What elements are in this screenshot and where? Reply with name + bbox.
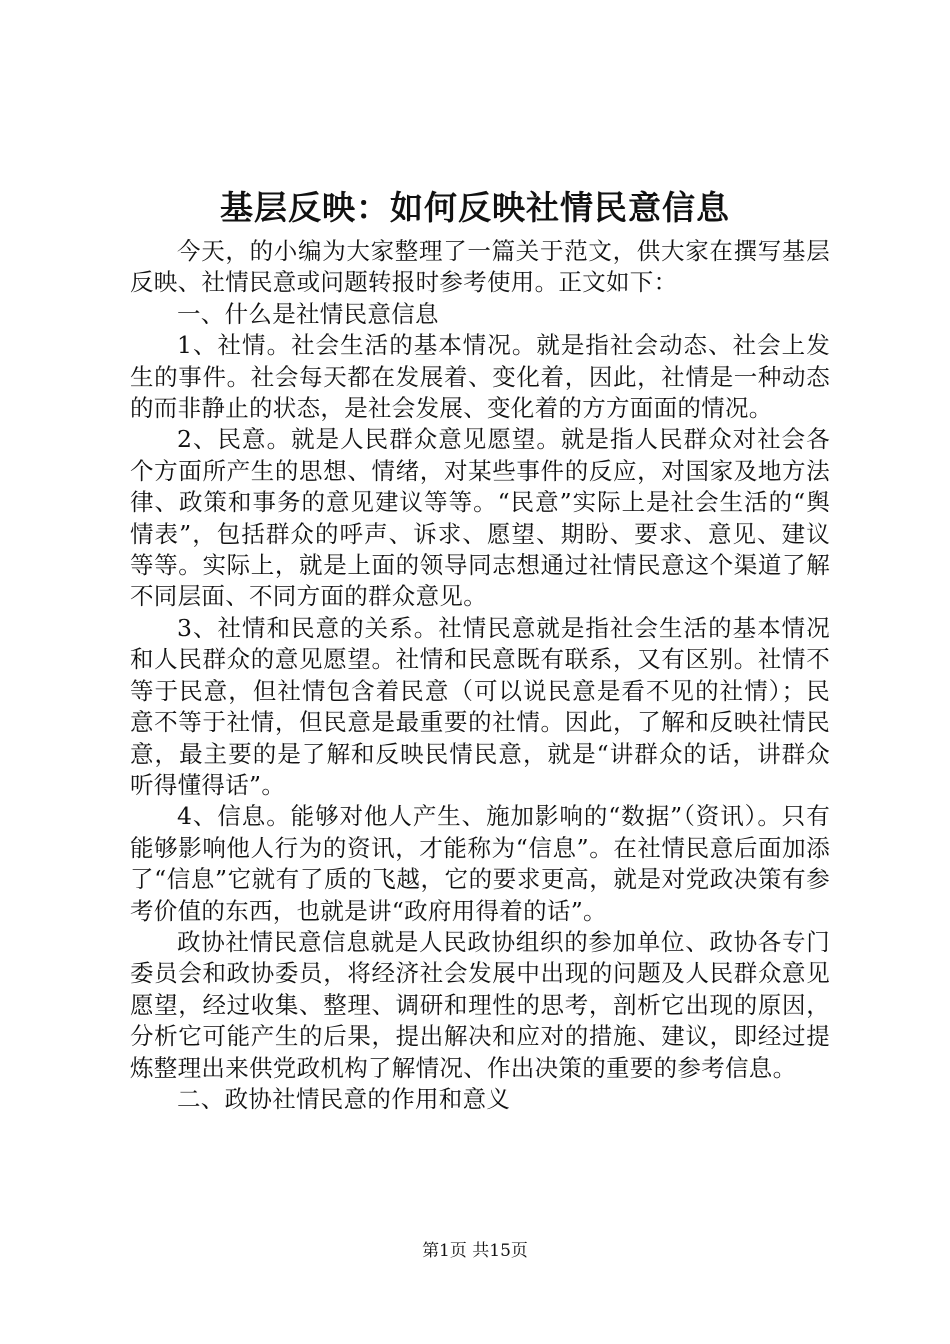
document-title: 基层反映：如何反映社情民意信息 bbox=[220, 188, 730, 227]
paragraph-social-conditions: 1、社情。社会生活的基本情况。就是指社会动态、社会上发生的事件。社会每天都在发展着、变化着，因此，社情是一种动态的而非静止的状态，是社会发展、变化着的方方面面的情况。 bbox=[130, 331, 830, 423]
document-body bbox=[130, 236, 830, 1115]
paragraph-cppcc-info: 政协社情民意信息就是人民政协组织的参加单位、政协各专门委员会和政协委员，将经济社会发展中出现的问题及人民群众意见愿望，经过收集、整理、调研和理性的思考，剖析它出现的原因，分析它可能产生的后果，提出解决和应对的措施、建议，即经过提炼整理出来供党政机构了解情况、作出决策的重要的参考信息。 bbox=[130, 927, 830, 1082]
paragraph-relationship: 3、社情和民意的关系。社情民意就是指社会生活的基本情况和人民群众的意见愿望。社情和民意既有联系，又有区别。社情不等于民意，但社情包含着民意（可以说民意是看不见的社情）；民意不等于社情，但民意是最重要的社情。因此，了解和反映社情民意，最主要的是了解和反映民情民意，就是“讲群众的话，讲群众听得懂得话”。 bbox=[130, 613, 830, 799]
page-footer: 第1页 共15页 bbox=[422, 1241, 528, 1261]
section-heading-2: 二、政协社情民意的作用和意义 bbox=[177, 1084, 511, 1113]
paragraph-public-opinion: 2、民意。就是人民群众意见愿望。就是指人民群众对社会各个方面所产生的思想、情绪，对某些事件的反应，对国家及地方法律、政策和事务的意见建议等等。“民意”实际上是社会生活的“舆情表”，包括群众的呼声、诉求、愿望、期盼、要求、意见、建议等等。实际上，就是上面的领导同志想通过社情民意这个渠道了解不同层面、不同方面的群众意见。 bbox=[130, 425, 830, 611]
paragraph-information: 4、信息。能够对他人产生、施加影响的“数据”（资讯）。只有能够影响他人行为的资讯，才能称为“信息”。在社情民意后面加添了“信息”它就有了质的飞越，它的要求更高，就是对党政决策有参考价值的东西，也就是讲“政府用得着的话”。 bbox=[130, 802, 830, 925]
paragraph-intro: 今天，的小编为大家整理了一篇关于范文，供大家在撰写基层反映、社情民意或问题转报时参考使用。正文如下： bbox=[130, 237, 830, 297]
section-heading-1: 一、什么是社情民意信息 bbox=[177, 299, 439, 328]
